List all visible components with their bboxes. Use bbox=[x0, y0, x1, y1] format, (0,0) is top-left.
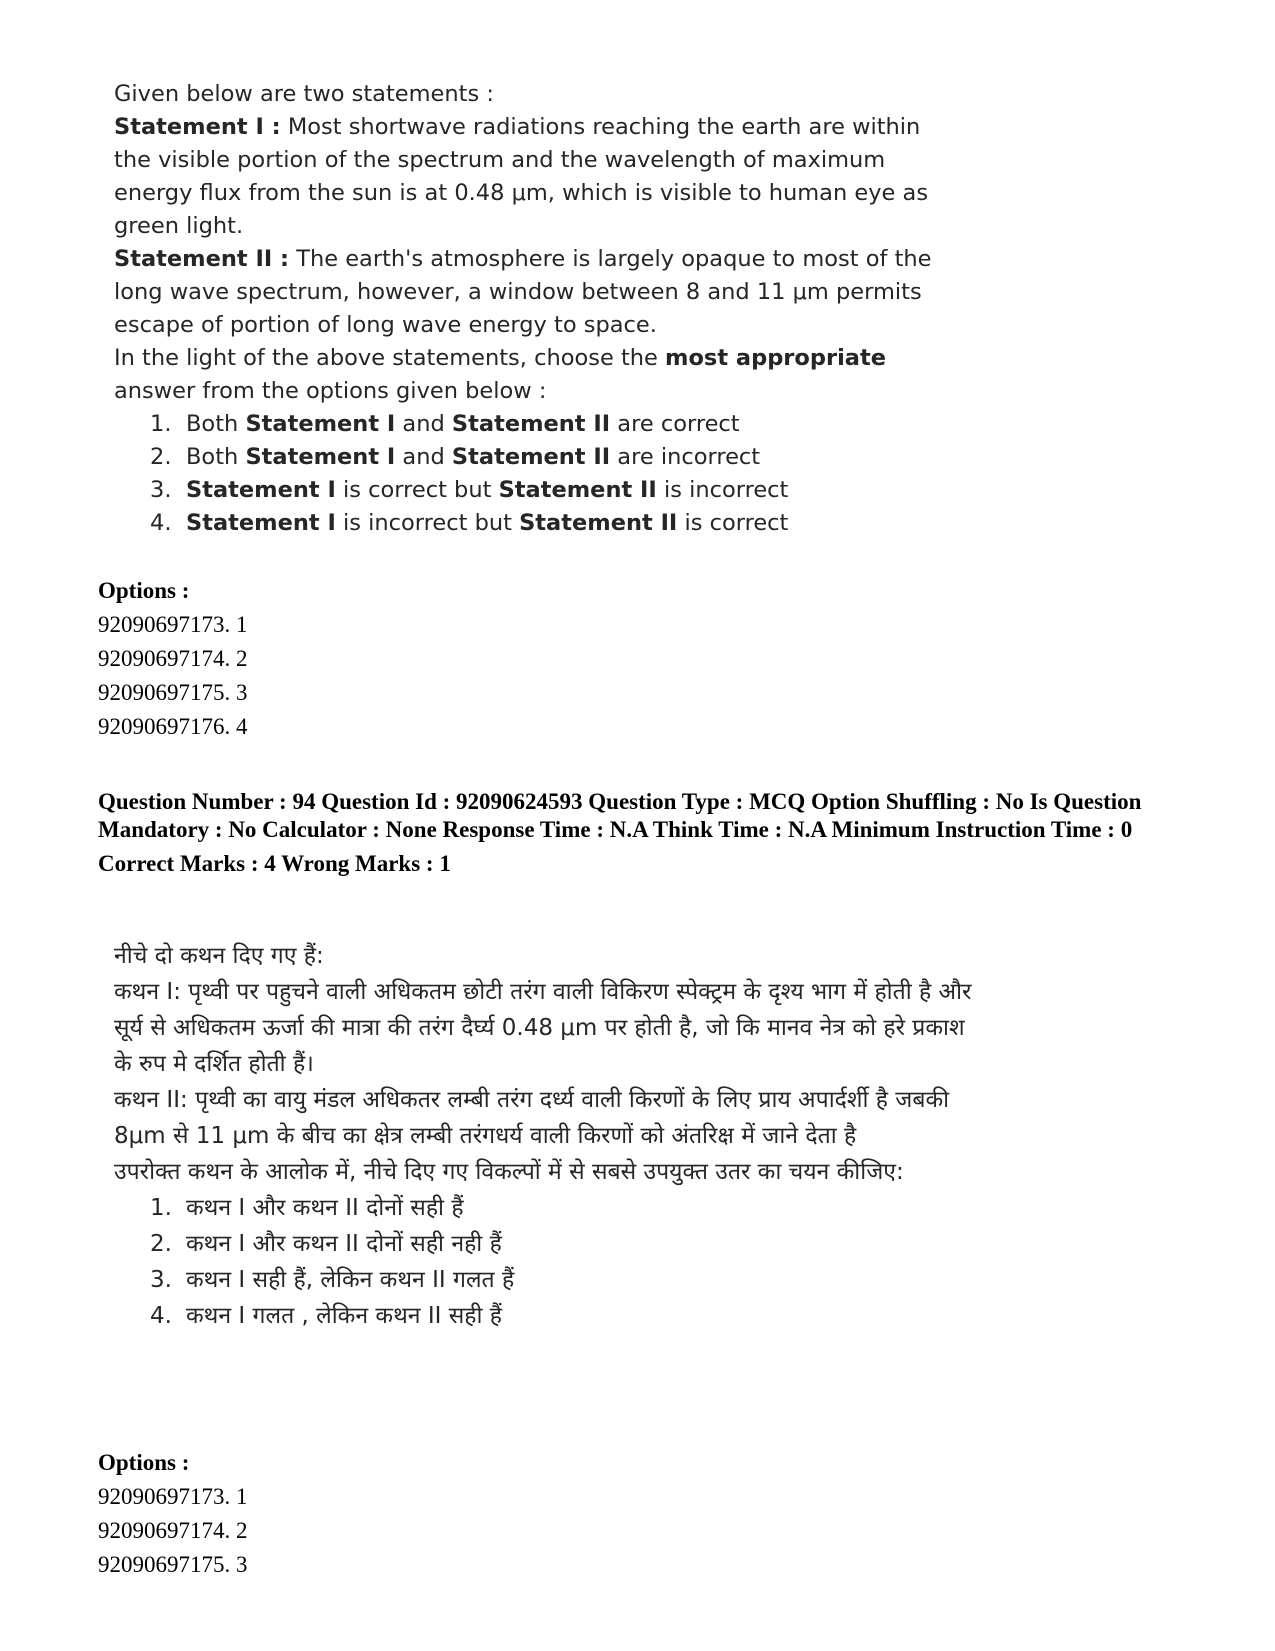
statement-1-text: Most shortwave radiations reaching the earth are within the visible portion of the spectrum and the wavelength of maximum energy flux from the sun is at 0.48 μm, which is visible to human eye as green light. bbox=[114, 114, 929, 239]
choice-text-run: is correct bbox=[677, 510, 789, 536]
answer-choices-english bbox=[114, 408, 954, 540]
choice-item-hindi bbox=[150, 1262, 974, 1298]
choice-item-hindi bbox=[150, 1226, 974, 1262]
choice-text-run: is correct but bbox=[335, 477, 499, 503]
options-heading: Options : bbox=[98, 578, 190, 603]
prompt-after: answer from the options given below : bbox=[114, 378, 547, 404]
question-meta bbox=[98, 788, 1188, 878]
choice-number: 4. bbox=[150, 510, 172, 536]
choice-number: 4. bbox=[150, 1303, 172, 1329]
choice-text-run: is incorrect but bbox=[335, 510, 520, 536]
option-item: 92090697173. 1 bbox=[98, 1484, 248, 1509]
option-item: 92090697174. 2 bbox=[98, 1518, 248, 1543]
option-item: 92090697176. 4 bbox=[98, 714, 248, 739]
question-prompt-hindi: उपरोक्त कथन के आलोक में, नीचे दिए गए विकल्पों में से सबसे उपयुक्त उतर का चयन कीजिए: bbox=[114, 1159, 904, 1185]
choice-text-run: Statement I bbox=[186, 477, 336, 503]
choice-number: 1. bbox=[150, 411, 172, 437]
options-heading: Options : bbox=[98, 1450, 190, 1475]
question-intro: Given below are two statements : bbox=[114, 81, 494, 107]
choice-number: 3. bbox=[150, 477, 172, 503]
choice-text-run: Both bbox=[186, 411, 246, 437]
question-meta-line: Question Number : 94 Question Id : 92090624593 Question Type : MCQ Option Shuffling : No Is Question Mandatory : No Calculator : None Response Time : N.A Think Time : N.A Minimum Instruction Time : 0 bbox=[98, 789, 1142, 842]
choice-text-run: Both bbox=[186, 444, 246, 470]
choice-text-run: and bbox=[395, 444, 452, 470]
choice-text: कथन I और कथन II दोनों सही नही हैं bbox=[186, 1231, 502, 1257]
choice-item bbox=[150, 507, 954, 540]
answer-choices-hindi bbox=[114, 1190, 974, 1334]
options-list bbox=[98, 1446, 248, 1582]
question-image-english bbox=[114, 78, 954, 540]
option-item: 92090697175. 3 bbox=[98, 680, 248, 705]
choice-text-run: are correct bbox=[610, 411, 740, 437]
statement-1-hindi: कथन I: पृथ्वी पर पहुचने वाली अधिकतम छोटी तरंग वाली विकिरण स्पेक्ट्रम के दृश्य भाग में होती है और सूर्य से अधिकतम ऊर्जा की मात्रा की तरंग दैर्घ्य 0.48 μm पर होती है, जो कि मानव नेत्र को हरे प्रकाश के रुप मे दर्शित होती हैं। bbox=[114, 979, 972, 1077]
choice-number: 2. bbox=[150, 444, 172, 470]
choice-text-run: Statement II bbox=[451, 411, 611, 437]
choice-number: 2. bbox=[150, 1231, 172, 1257]
option-item: 92090697175. 3 bbox=[98, 1552, 248, 1577]
option-item: 92090697173. 1 bbox=[98, 612, 248, 637]
choice-text-run: Statement I bbox=[245, 444, 396, 470]
choice-text-run: Statement II bbox=[498, 477, 657, 503]
statement-2-label: Statement II : bbox=[114, 246, 290, 272]
choice-text-run: and bbox=[395, 411, 452, 437]
choice-text-run: Statement I bbox=[186, 510, 336, 536]
choice-item-hindi bbox=[150, 1298, 974, 1334]
choice-item bbox=[150, 441, 954, 474]
statement-1 bbox=[114, 111, 954, 243]
choice-text-run: Statement II bbox=[519, 510, 678, 536]
choice-text-run: Statement II bbox=[451, 444, 611, 470]
choice-text-run: Statement I bbox=[245, 411, 396, 437]
prompt-bold: most appropriate bbox=[665, 345, 886, 371]
choice-item bbox=[150, 474, 954, 507]
prompt-before: In the light of the above statements, choose the bbox=[114, 345, 666, 371]
choice-text: कथन I और कथन II दोनों सही हैं bbox=[186, 1195, 464, 1221]
choice-text-run: are incorrect bbox=[610, 444, 761, 470]
statement-2 bbox=[114, 243, 954, 342]
statement-2-text: The earth's atmosphere is largely opaque to most of the long wave spectrum, however, a window between 8 and 11 μm permits escape of portion of long wave energy to space. bbox=[114, 246, 932, 338]
option-item: 92090697174. 2 bbox=[98, 646, 248, 671]
choice-item-hindi bbox=[150, 1190, 974, 1226]
question-marks: Correct Marks : 4 Wrong Marks : 1 bbox=[98, 851, 451, 876]
question-intro-hindi: नीचे दो कथन दिए गए हैं: bbox=[114, 943, 324, 969]
options-list bbox=[98, 574, 248, 744]
statement-1-label: Statement I : bbox=[114, 114, 281, 140]
choice-item bbox=[150, 408, 954, 441]
question-image-hindi bbox=[114, 938, 974, 1334]
statement-2-hindi: कथन II: पृथ्वी का वायु मंडल अधिकतर लम्बी तरंग दर्ध्य वाली किरणों के लिए प्राय अपार्दर्शी है जबकी 8μm से 11 μm के बीच का क्षेत्र लम्बी तरंगधर्य वाली किरणों को अंतरिक्ष में जाने देता है bbox=[114, 1087, 950, 1149]
choice-number: 3. bbox=[150, 1267, 172, 1293]
question-prompt bbox=[114, 342, 954, 408]
choice-text: कथन I गलत , लेकिन कथन II सही हैं bbox=[186, 1303, 502, 1329]
choice-number: 1. bbox=[150, 1195, 172, 1221]
choice-text-run: is incorrect bbox=[656, 477, 789, 503]
choice-text: कथन I सही हैं, लेकिन कथन II गलत हैं bbox=[186, 1267, 515, 1293]
